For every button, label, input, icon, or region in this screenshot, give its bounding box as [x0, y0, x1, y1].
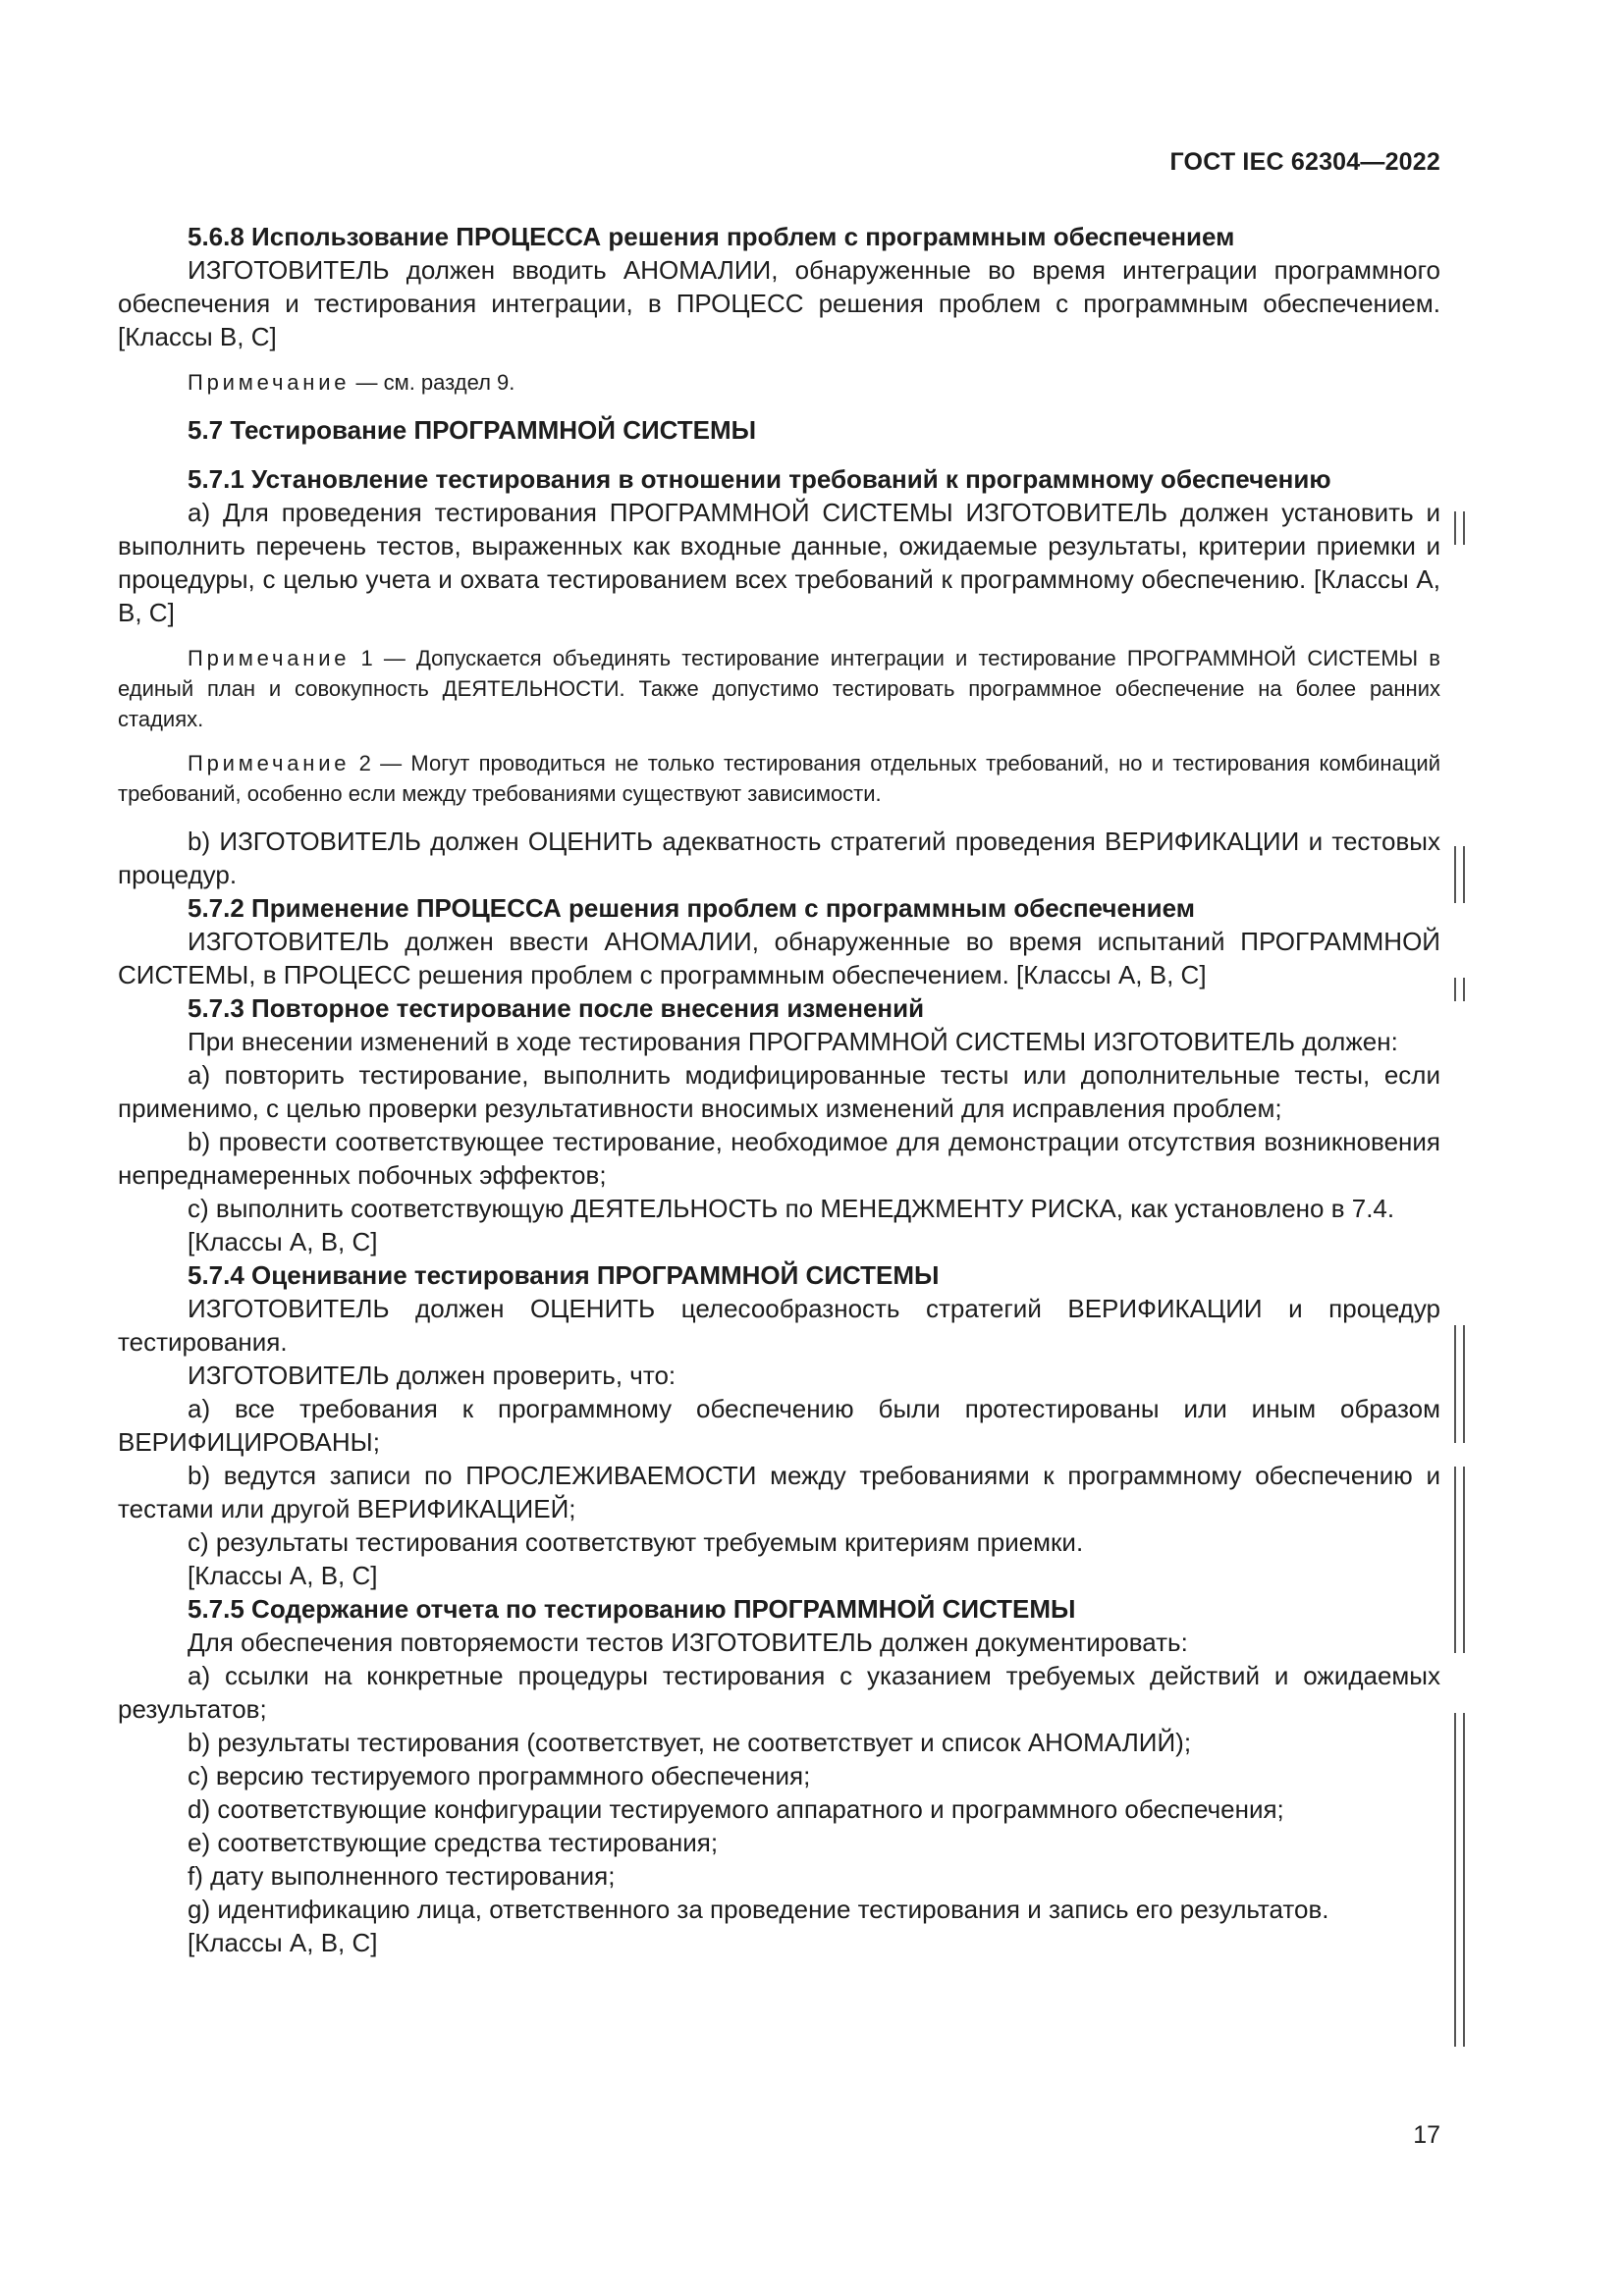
note-text: 1 — Допускается объединять тестирование интеграции и тестирование ПРОГРАММНОЙ СИСТЕМЫ в единый план и совокупность ДЕЯТЕЛЬНОСТИ. Также допустимо тестировать программное обеспечение на более ранних стадиях. [118, 646, 1440, 731]
change-bar [1454, 511, 1465, 545]
list-item: b) ведутся записи по ПРОСЛЕЖИВАЕМОСТИ между требованиями к программному обеспечению и тестами или другой ВЕРИФИКАЦИЕЙ; [118, 1461, 1440, 1523]
paragraph: ИЗГОТОВИТЕЛЬ должен вводить АНОМАЛИИ, обнаруженные во время интеграции программного обеспечения и тестирования интеграции, в ПРОЦЕСС решения проблем с программным обеспечением. [Классы B, C] [118, 255, 1440, 351]
page-content [118, 220, 1440, 1959]
paragraph: При внесении изменений в ходе тестирования ПРОГРАММНОЙ СИСТЕМЫ ИЗГОТОВИТЕЛЬ должен: [188, 1027, 1398, 1056]
list-item: b) результаты тестирования (соответствует, не соответствует и список АНОМАЛИЙ); [188, 1728, 1192, 1757]
note-text: 2 — Могут проводиться не только тестирования отдельных требований, но и тестирования комбинаций требований, особенно если между требованиями существуют зависимости. [118, 751, 1440, 806]
note-label: Примечание [188, 370, 351, 395]
note-text: — см. раздел 9. [350, 370, 515, 395]
change-bar [1454, 1713, 1465, 2047]
list-item: g) идентификацию лица, ответственного за проведение тестирования и запись его результатов. [188, 1895, 1329, 1924]
list-item: c) выполнить соответствующую ДЕЯТЕЛЬНОСТЬ по МЕНЕДЖМЕНТУ РИСКА, как установлено в 7.4. [188, 1194, 1395, 1223]
heading-5-7-5: 5.7.5 Содержание отчета по тестированию ПРОГРАММНОЙ СИСТЕМЫ [188, 1594, 1076, 1624]
paragraph: ИЗГОТОВИТЕЛЬ должен ввести АНОМАЛИИ, обнаруженные во время испытаний ПРОГРАММНОЙ СИСТЕМЫ, в ПРОЦЕСС решения проблем с программным обеспечением. [Классы A, B, C] [118, 927, 1440, 989]
classes-note: [Классы A, B, C] [188, 1227, 378, 1256]
heading-5-6-8: 5.6.8 Использование ПРОЦЕССА решения проблем с программным обеспечением [188, 222, 1235, 251]
note [118, 367, 1440, 398]
heading-5-7-1: 5.7.1 Установление тестирования в отношении требований к программному обеспечению [188, 464, 1331, 494]
heading-5-7-3: 5.7.3 Повторное тестирование после внесения изменений [188, 993, 925, 1023]
list-item: c) результаты тестирования соответствуют требуемым критериям приемки. [188, 1527, 1084, 1557]
list-item: a) ссылки на конкретные процедуры тестирования с указанием требуемых действий и ожидаемых результатов; [118, 1661, 1440, 1724]
paragraph: a) Для проведения тестирования ПРОГРАММНОЙ СИСТЕМЫ ИЗГОТОВИТЕЛЬ должен установить и выполнить перечень тестов, выраженных как входные данные, ожидаемые результаты, критерии приемки и процедуры, с целью учета и охвата тестированием всех требований к программному обеспечению. [Классы A, B, C] [118, 498, 1440, 627]
list-item: d) соответствующие конфигурации тестируемого аппаратного и программного обеспечения; [188, 1794, 1284, 1824]
page-number: 17 [1413, 2121, 1440, 2149]
heading-5-7-4: 5.7.4 Оценивание тестирования ПРОГРАММНОЙ СИСТЕМЫ [188, 1260, 940, 1290]
paragraph: Для обеспечения повторяемости тестов ИЗГОТОВИТЕЛЬ должен документировать: [188, 1628, 1188, 1657]
paragraph: b) ИЗГОТОВИТЕЛЬ должен ОЦЕНИТЬ адекватность стратегий проведения ВЕРИФИКАЦИИ и тестовых процедур. [118, 827, 1440, 889]
list-item: f) дату выполненного тестирования; [188, 1861, 616, 1891]
change-bar [1454, 978, 1465, 1001]
heading-5-7-2: 5.7.2 Применение ПРОЦЕССА решения проблем с программным обеспечением [188, 893, 1195, 923]
list-item: c) версию тестируемого программного обеспечения; [188, 1761, 811, 1790]
change-bar [1454, 1325, 1465, 1443]
note-label: Примечание [188, 646, 351, 670]
note [118, 748, 1440, 809]
note-label: Примечание [188, 751, 351, 775]
paragraph: ИЗГОТОВИТЕЛЬ должен ОЦЕНИТЬ целесообразность стратегий ВЕРИФИКАЦИИ и процедур тестирования. [118, 1294, 1440, 1357]
list-item: e) соответствующие средства тестирования; [188, 1828, 719, 1857]
change-bar [1454, 1467, 1465, 1653]
heading-5-7: 5.7 Тестирование ПРОГРАММНОЙ СИСТЕМЫ [188, 415, 757, 445]
paragraph: ИЗГОТОВИТЕЛЬ должен проверить, что: [188, 1361, 677, 1390]
classes-note: [Классы A, B, C] [188, 1561, 378, 1590]
list-item: b) провести соответствующее тестирование, необходимое для демонстрации отсутствия возникновения непреднамеренных побочных эффектов; [118, 1127, 1440, 1190]
list-item: a) повторить тестирование, выполнить модифицированные тесты или дополнительные тесты, если применимо, с целью проверки результативности вносимых изменений для исправления проблем; [118, 1060, 1440, 1123]
change-bar [1454, 846, 1465, 903]
classes-note: [Классы A, B, C] [188, 1928, 378, 1957]
note [118, 643, 1440, 734]
list-item: a) все требования к программному обеспечению были протестированы или иным образом ВЕРИФИЦИРОВАНЫ; [118, 1394, 1440, 1457]
document-header: ГОСТ IEC 62304—2022 [1169, 148, 1440, 176]
